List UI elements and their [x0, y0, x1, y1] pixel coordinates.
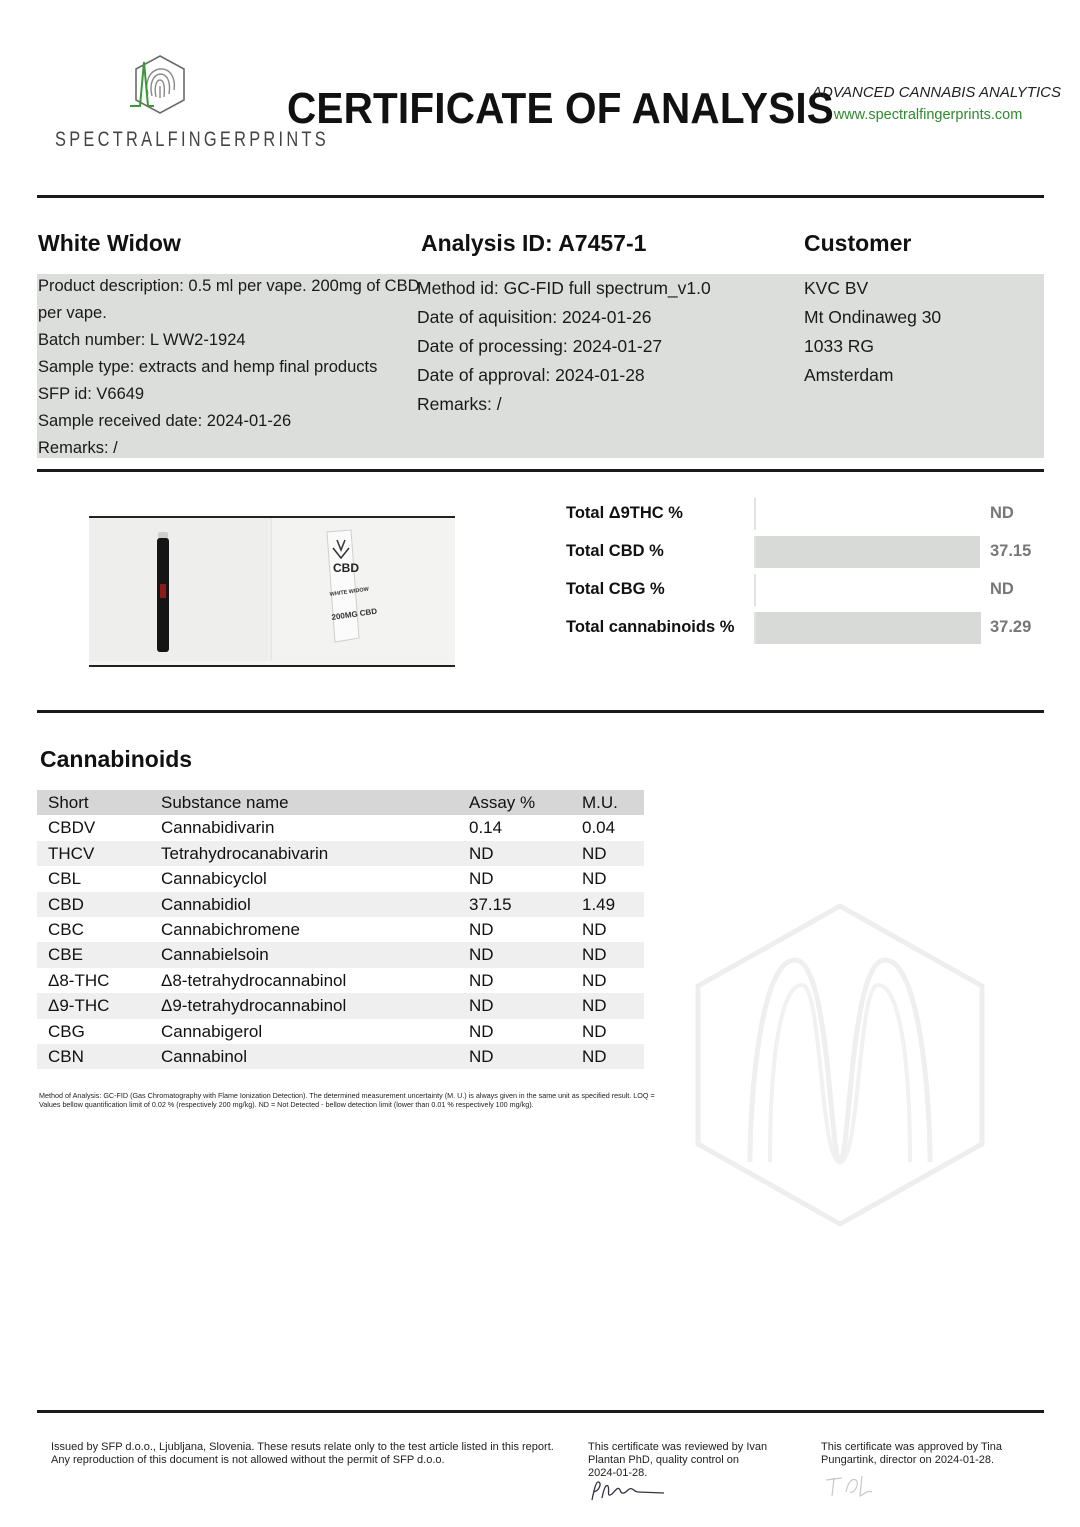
- table-row: [37, 866, 644, 891]
- sample-detail-line: Sample type: extracts and hemp final products: [38, 358, 378, 376]
- cannabinoids-table: [37, 790, 644, 1069]
- table-row: [37, 892, 644, 917]
- cell-short: CBD: [48, 894, 84, 914]
- signature-icon: [588, 1476, 668, 1504]
- cell-short: Δ9-THC: [48, 996, 110, 1016]
- product-illustration: [89, 518, 455, 661]
- divider: [37, 710, 1044, 713]
- sample-detail-line: Batch number: L WW2-1924: [38, 331, 246, 349]
- sample-name: White Widow: [38, 230, 181, 256]
- sample-detail-line: per vape.: [38, 304, 107, 322]
- reviewer-signature: [588, 1476, 668, 1509]
- cell-short: Δ8-THC: [48, 970, 110, 990]
- table-row: [37, 1044, 644, 1069]
- review-line: 2024-01-28.: [588, 1467, 648, 1479]
- total-cannabinoids-bar: [754, 612, 981, 644]
- cell-assay: ND: [469, 919, 494, 939]
- analysis-detail-line: Date of aquisition: 2024-01-26: [417, 307, 652, 327]
- cell-mu: ND: [582, 970, 607, 990]
- cell-assay: ND: [469, 1046, 494, 1066]
- cell-substance: Cannabielsoin: [161, 945, 269, 965]
- package-text-strain: WHITE WIDOW: [329, 586, 370, 598]
- cell-mu: ND: [582, 1021, 607, 1041]
- total-cbd-value: 37.15: [990, 542, 1032, 560]
- watermark-logo: [690, 900, 990, 1230]
- analysis-detail-line: Date of processing: 2024-01-27: [417, 336, 663, 356]
- total-cannabinoids-value: 37.29: [990, 618, 1032, 636]
- table-row: [37, 968, 644, 993]
- review-line: Plantan PhD, quality control on: [588, 1454, 740, 1466]
- sample-detail-line: Sample received date: 2024-01-26: [38, 412, 292, 430]
- cell-mu: ND: [582, 996, 607, 1016]
- column-header-short: Short: [48, 793, 89, 812]
- analysis-detail-line: Method id: GC-FID full spectrum_v1.0: [417, 278, 711, 298]
- divider: [37, 469, 1044, 472]
- table-row: [37, 841, 644, 866]
- analysis-id-heading: Analysis ID: A7457-1: [421, 230, 647, 256]
- analysis-detail-line: Date of approval: 2024-01-28: [417, 365, 645, 385]
- divider: [37, 195, 1044, 198]
- cell-mu: 1.49: [582, 894, 616, 914]
- total-thc-label: Total Δ9THC %: [566, 504, 683, 522]
- total-thc-value: ND: [990, 504, 1014, 522]
- cell-mu: 0.04: [582, 818, 616, 838]
- product-photo: [89, 516, 455, 667]
- cell-short: THCV: [48, 843, 95, 863]
- issued-line: Any reproduction of this document is not allowed without the permit of SFP d.o.o.: [51, 1454, 445, 1466]
- total-cannabinoids-bar-fill: [756, 612, 981, 644]
- cell-mu: ND: [582, 869, 607, 889]
- total-cbg-bar: [754, 574, 981, 606]
- cell-assay: 0.14: [469, 818, 503, 838]
- cell-assay: ND: [469, 996, 494, 1016]
- signature-icon: [822, 1470, 882, 1500]
- column-header-mu: M.U.: [582, 793, 618, 812]
- table-row: [37, 1019, 644, 1044]
- table-header: [37, 790, 644, 815]
- table-row: [37, 815, 644, 840]
- cell-short: CBDV: [48, 818, 96, 838]
- table-row: [37, 917, 644, 942]
- total-cbd-bar-fill: [756, 536, 980, 568]
- approval-line: This certificate was approved by Tina: [821, 1441, 1002, 1453]
- package-text-dose: 200MG CBD: [331, 606, 378, 622]
- sample-detail-line: SFP id: V6649: [38, 385, 145, 403]
- approver-signature: [822, 1470, 882, 1505]
- cell-substance: Cannabichromene: [161, 919, 300, 939]
- cell-short: CBL: [48, 869, 82, 889]
- page-title: CERTIFICATE OF ANALYSIS: [287, 84, 834, 133]
- customer-heading: Customer: [804, 230, 912, 256]
- total-cbg-value: ND: [990, 580, 1014, 598]
- cell-mu: ND: [582, 843, 607, 863]
- total-cbd-bar: [754, 536, 981, 568]
- total-thc-bar: [754, 498, 981, 530]
- customer-detail-line: KVC BV: [804, 278, 869, 298]
- cell-assay: ND: [469, 970, 494, 990]
- column-header-assay: Assay %: [469, 793, 536, 812]
- brand-logo: [130, 50, 190, 126]
- total-cannabinoids-label: Total cannabinoids %: [566, 618, 735, 636]
- customer-detail-line: 1033 RG: [804, 336, 875, 356]
- approval-line: Pungartink, director on 2024-01-28.: [821, 1454, 995, 1466]
- sample-detail-line: Remarks: /: [38, 439, 118, 457]
- cell-substance: Δ9-tetrahydrocannabinol: [161, 996, 347, 1016]
- brand-name: SPECTRALFINGERPRINTS: [55, 128, 329, 151]
- website-link[interactable]: www.spectralfingerprints.com: [833, 107, 1023, 123]
- cell-assay: ND: [469, 1021, 494, 1041]
- cell-substance: Δ8-tetrahydrocannabinol: [161, 970, 347, 990]
- cell-mu: ND: [582, 919, 607, 939]
- method-note: Method of Analysis: GC-FID (Gas Chromatography with Flame Ionization Detection). The determined measurement uncertainty (M. U.) is always given in the same unit as specified result. LOQ = Values bellow quantification limit of 0.02 % (respectively 200 mg/kg). ND = Not Detected - bellow detection limit (lower than 0.01 % respectively 100 mg/kg).: [39, 1091, 655, 1109]
- cell-substance: Cannabigerol: [161, 1021, 263, 1041]
- cell-substance: Cannabicyclol: [161, 869, 267, 889]
- hexagon-watermark-icon: [690, 900, 990, 1230]
- sample-detail-line: Product description: 0.5 ml per vape. 200mg of CBD: [38, 277, 420, 295]
- customer-detail-line: Amsterdam: [804, 365, 894, 385]
- cell-substance: Cannabinol: [161, 1046, 248, 1066]
- cell-assay: ND: [469, 869, 494, 889]
- table-row: [37, 942, 644, 967]
- divider: [37, 1410, 1044, 1413]
- cell-short: CBE: [48, 945, 83, 965]
- cell-short: CBN: [48, 1046, 84, 1066]
- customer-detail-line: Mt Ondinaweg 30: [804, 307, 942, 327]
- cell-assay: ND: [469, 843, 494, 863]
- review-line: This certificate was reviewed by Ivan: [588, 1441, 768, 1453]
- cell-substance: Cannabidivarin: [161, 818, 275, 838]
- analysis-detail-line: Remarks: /: [417, 394, 502, 414]
- cell-short: CBC: [48, 919, 84, 939]
- cell-assay: 37.15: [469, 894, 512, 914]
- cell-short: CBG: [48, 1021, 85, 1041]
- issued-line: Issued by SFP d.o.o., Ljubljana, Slovenia. These resuts relate only to the test article listed in this report.: [51, 1441, 554, 1453]
- cannabinoids-title: Cannabinoids: [40, 746, 193, 772]
- table-row: [37, 993, 644, 1018]
- cell-assay: ND: [469, 945, 494, 965]
- tagline: ADVANCED CANNABIS ANALYTICS: [812, 84, 1061, 101]
- cell-substance: Tetrahydrocanabivarin: [161, 843, 329, 863]
- cell-mu: ND: [582, 945, 607, 965]
- package-logo-text: CBD: [333, 561, 359, 575]
- cell-mu: ND: [582, 1046, 607, 1066]
- total-cbg-label: Total CBG %: [566, 580, 665, 598]
- total-cbd-label: Total CBD %: [566, 542, 664, 560]
- column-header-substance: Substance name: [161, 793, 289, 812]
- cell-substance: Cannabidiol: [161, 894, 251, 914]
- fingerprint-hexagon-icon: [130, 50, 190, 126]
